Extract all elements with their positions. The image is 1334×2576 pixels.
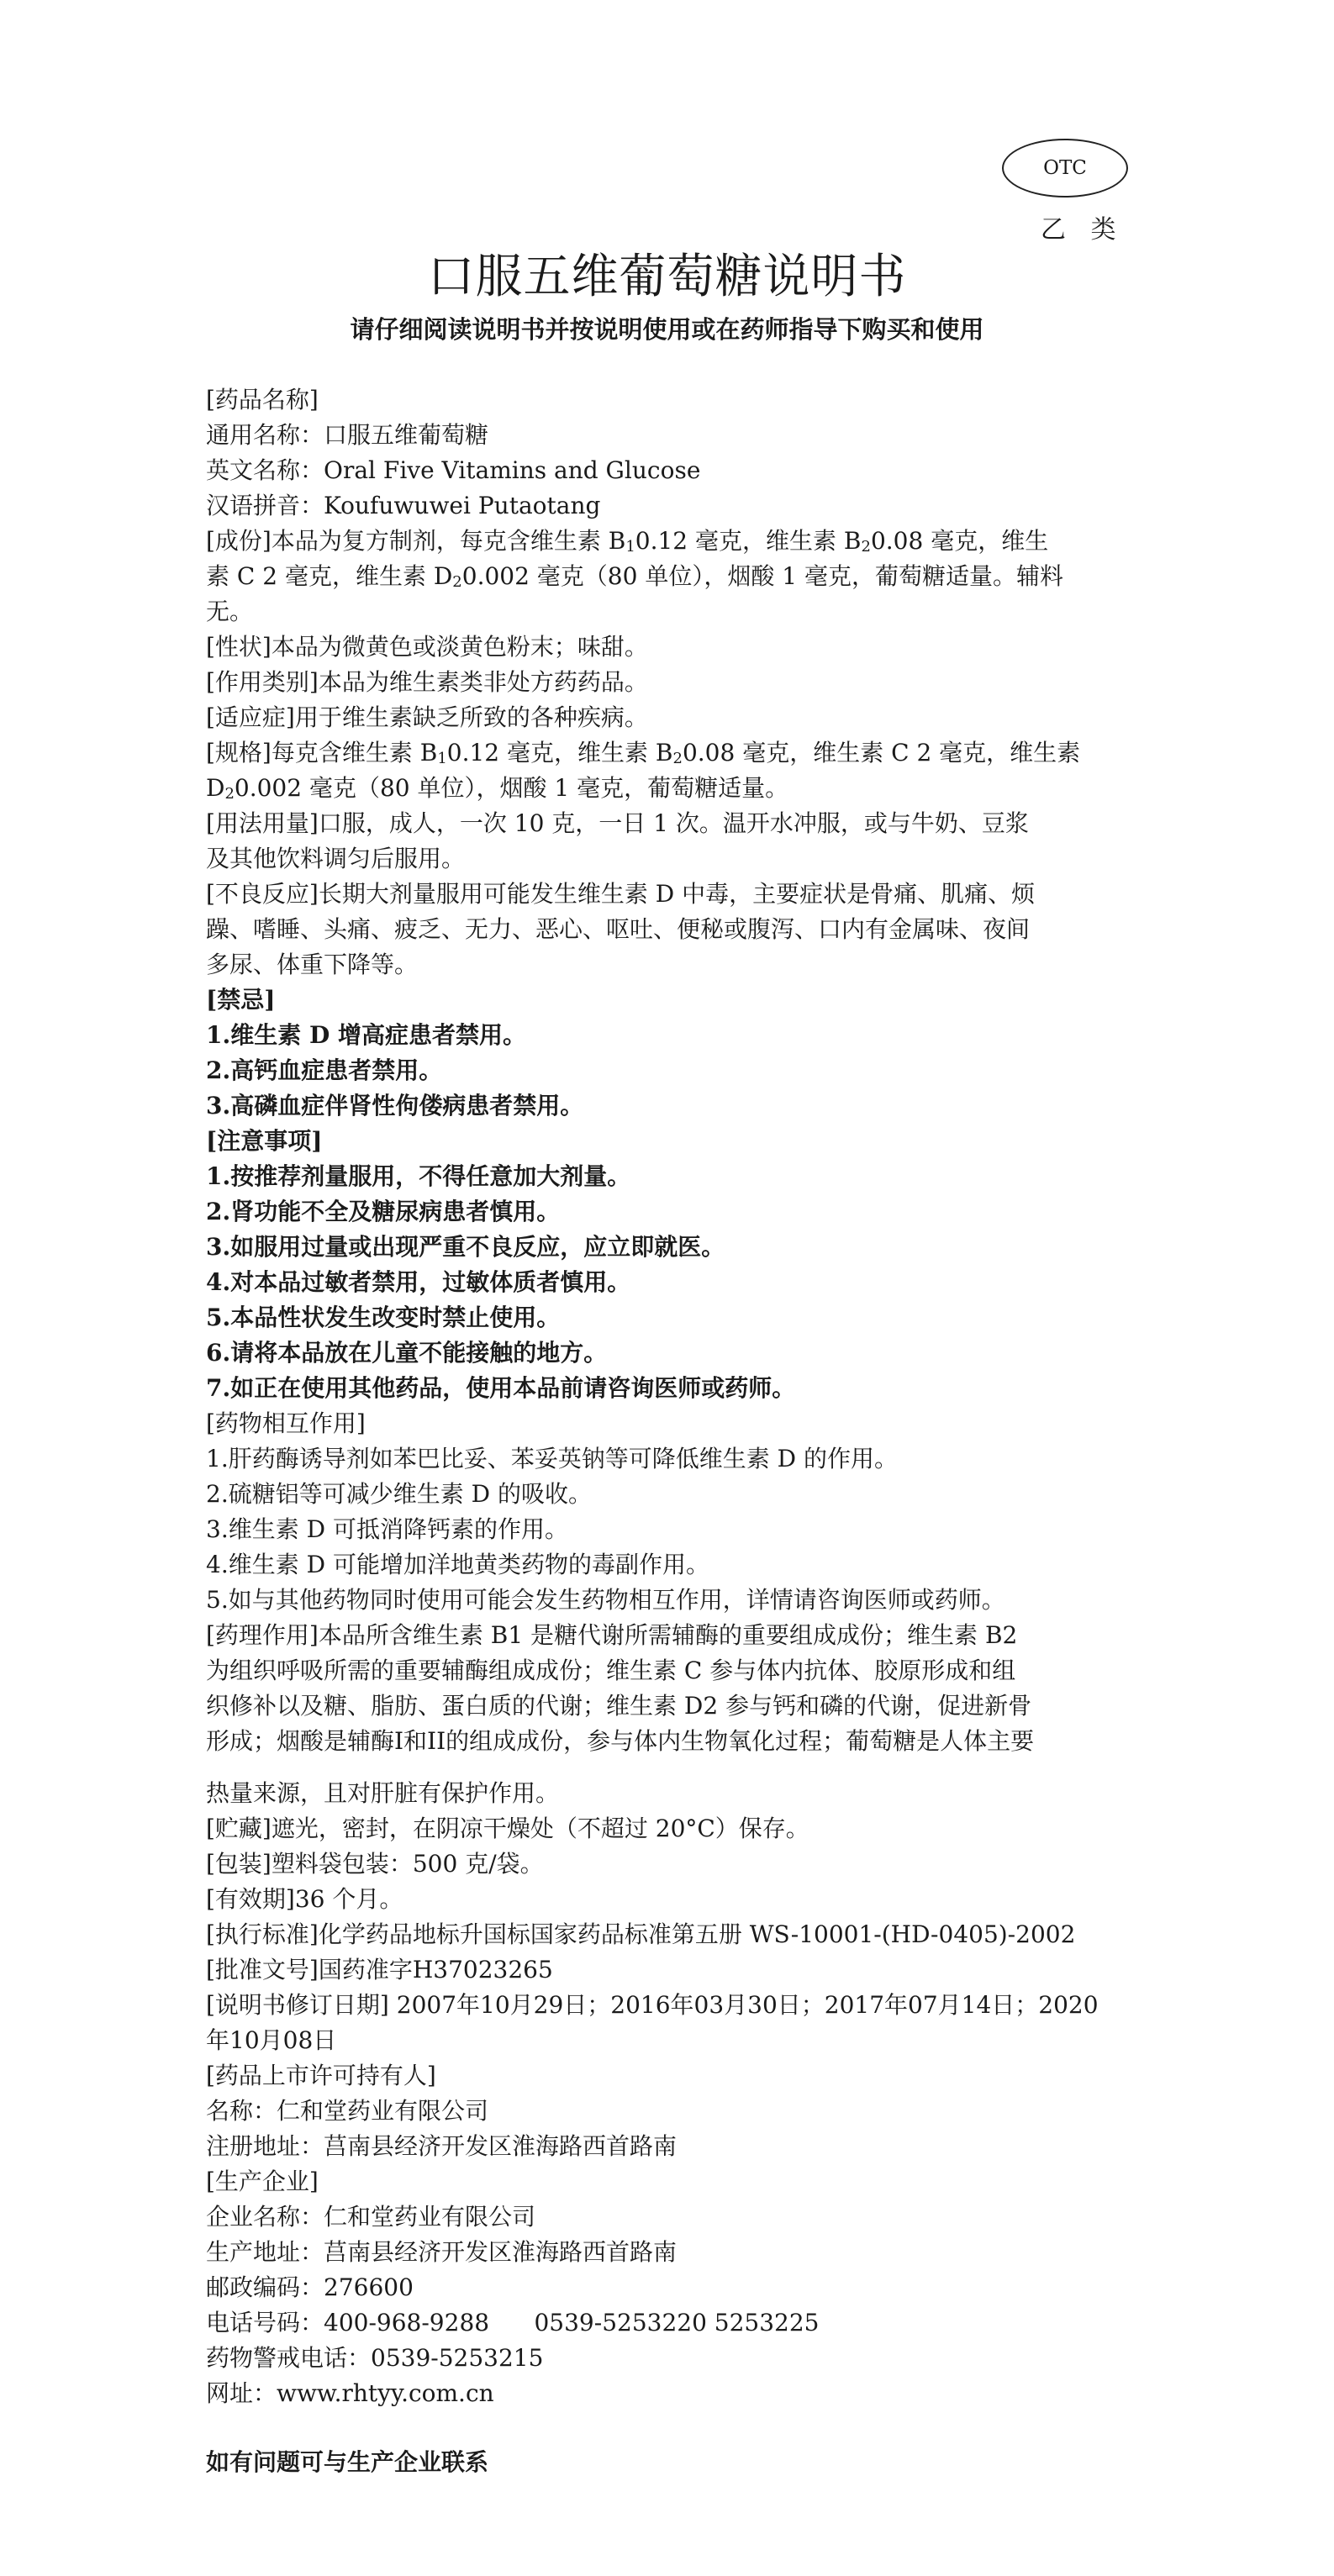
english-name: 英文名称：Oral Five Vitamins and Glucose (206, 456, 701, 484)
category-text: [作用类别]本品为维生素类非处方药药品。 (206, 668, 648, 696)
phone-number: 电话号码：400-968-9288 0539-5253220 5253225 (206, 2309, 820, 2336)
holder-heading: [药品上市许可持有人] (206, 2062, 436, 2089)
composition-line-1: [成份]本品为复方制剂，每克含维生素 $B_10.12$ 毫克，维生素 $B_20.08$ 毫克，维生 (206, 527, 1049, 556)
adverse-line-1: [不良反应]长期大剂量服用可能发生维生素 D 中毒，主要症状是骨痛、肌痛、烦 (206, 880, 1036, 908)
character-text: [性状]本品为微黄色或淡黄色粉末；味甜。 (206, 633, 648, 661)
document-subtitle: 请仔细阅读说明书并按说明使用或在药师指导下购买和使用 (350, 315, 984, 344)
footer-note: 如有问题可与生产企业联系 (206, 2448, 489, 2476)
document-title: 口服五维葡萄糖说明书 (427, 250, 907, 304)
interaction-item: 1.肝药酶诱导剂如苯巴比妥、苯妥英钠等可降低维生素 D 的作用。 (206, 1445, 898, 1472)
pharmacology-line-2: 为组织呼吸所需的重要辅酶组成成份；维生素 C 参与体内抗体、胶原形成和组 (206, 1657, 1016, 1684)
usage-line-1: [用法用量]口服，成人，一次 10 克，一日 1 次。温开水冲服，或与牛奶、豆浆 (206, 809, 1029, 837)
holder-name: 名称：仁和堂药业有限公司 (206, 2097, 489, 2125)
generic-name: 通用名称：口服五维葡萄糖 (206, 421, 489, 449)
spec-line-1: [规格]每克含维生素 $B_10.12$ 毫克，维生素 $B_20.08$ 毫克，维生素 C 2 毫克，维生素 (206, 739, 1081, 767)
precaution-item: 2.肾功能不全及糖尿病患者慎用。 (206, 1198, 561, 1225)
interaction-item: 3.维生素 D 可抵消降钙素的作用。 (206, 1515, 568, 1543)
validity-text: [有效期]36 个月。 (206, 1885, 403, 1913)
interaction-item: 2.硫糖铝等可减少维生素 D 的吸收。 (206, 1480, 592, 1508)
website: 网址：www.rhtyy.com.cn (206, 2379, 494, 2407)
precaution-item: 5.本品性状发生改变时禁止使用。 (206, 1304, 561, 1331)
precaution-item: 4.对本品过敏者禁用，过敏体质者慎用。 (206, 1268, 631, 1296)
package-text: [包装]塑料袋包装：500 克/袋。 (206, 1850, 544, 1878)
pinyin-name: 汉语拼音：Koufuwuwei Putaotang (206, 492, 601, 519)
contraindications-heading: [禁忌] (206, 986, 276, 1014)
approval-text: [批准文号]国药准字H37023265 (206, 1956, 553, 1983)
composition-line-2: 素 C 2 毫克，维生素 $D_20.002$ 毫克（80 单位），烟酸 1 毫克，葡萄糖适量。辅料 (206, 562, 1063, 591)
precaution-item: 1.按推荐剂量服用，不得任意加大剂量。 (206, 1162, 631, 1190)
warning-phone: 药物警戒电话：0539-5253215 (206, 2344, 544, 2372)
precaution-item: 6.请将本品放在儿童不能接触的地方。 (206, 1339, 608, 1367)
pharmacology-line-1: [药理作用]本品所含维生素 B1 是糖代谢所需辅酶的重要组成成份；维生素 B2 (206, 1621, 1018, 1649)
interactions-heading: [药物相互作用] (206, 1409, 366, 1437)
revision-line-2: 年10月08日 (206, 2026, 337, 2054)
contraindication-item: 2.高钙血症患者禁用。 (206, 1056, 443, 1084)
contraindication-item: 3.高磷血症伴肾性佝偻病患者禁用。 (206, 1092, 584, 1119)
interaction-item: 5.如与其他药物同时使用可能会发生药物相互作用，详情请咨询医师或药师。 (206, 1586, 1005, 1614)
precautions-heading: [注意事项] (206, 1127, 323, 1155)
standard-text: [执行标准]化学药品地标升国标国家药品标准第五册 WS-10001-(HD-0405)-2002 (206, 1920, 1076, 1948)
manufacturer-heading: [生产企业] (206, 2168, 319, 2195)
usage-line-2: 及其他饮料调匀后服用。 (206, 845, 466, 872)
adverse-line-3: 多尿、体重下降等。 (206, 951, 419, 978)
revision-line-1: [说明书修订日期] 2007年10月29日；2016年03月30日；2017年07月14日；2020 (206, 1991, 1099, 2019)
otc-class-label: 乙 类 (1041, 215, 1125, 245)
manufacturer-name: 企业名称：仁和堂药业有限公司 (206, 2203, 536, 2231)
indications-text: [适应症]用于维生素缺乏所致的各种疾病。 (206, 703, 648, 731)
otc-badge (1002, 139, 1128, 198)
postcode: 邮政编码：276600 (206, 2273, 414, 2301)
precaution-item: 3.如服用过量或出现严重不良反应，应立即就医。 (206, 1233, 725, 1261)
leaflet-body (206, 382, 1160, 2480)
pharmacology-line-5: 热量来源，且对肝脏有保护作用。 (206, 1779, 560, 1807)
composition-line-3: 无。 (206, 598, 254, 625)
storage-text: [贮藏]遮光，密封，在阴凉干燥处（不超过 20°C）保存。 (206, 1815, 809, 1842)
otc-label: OTC (1043, 157, 1087, 179)
holder-address: 注册地址：莒南县经济开发区淮海路西首路南 (206, 2132, 678, 2160)
pharmacology-line-4: 形成；烟酸是辅酶I和II的组成成份，参与体内生物氧化过程；葡萄糖是人体主要 (206, 1727, 1035, 1755)
adverse-line-2: 躁、嗜睡、头痛、疲乏、无力、恶心、呕吐、便秘或腹泻、口内有金属味、夜间 (206, 915, 1031, 943)
interaction-item: 4.维生素 D 可能增加洋地黄类药物的毒副作用。 (206, 1551, 709, 1578)
drug-name-heading: [药品名称] (206, 386, 319, 414)
spec-line-2: $D_20.002$ 毫克（80 单位），烟酸 1 毫克，葡萄糖适量。 (206, 774, 789, 803)
pharmacology-line-3: 织修补以及糖、脂肪、蛋白质的代谢；维生素 D2 参与钙和磷的代谢，促进新骨 (206, 1692, 1032, 1720)
manufacturer-address: 生产地址：莒南县经济开发区淮海路西首路南 (206, 2238, 678, 2266)
precaution-item: 7.如正在使用其他药品，使用本品前请咨询医师或药师。 (206, 1374, 796, 1402)
contraindication-item: 1.维生素 D 增高症患者禁用。 (206, 1021, 527, 1049)
